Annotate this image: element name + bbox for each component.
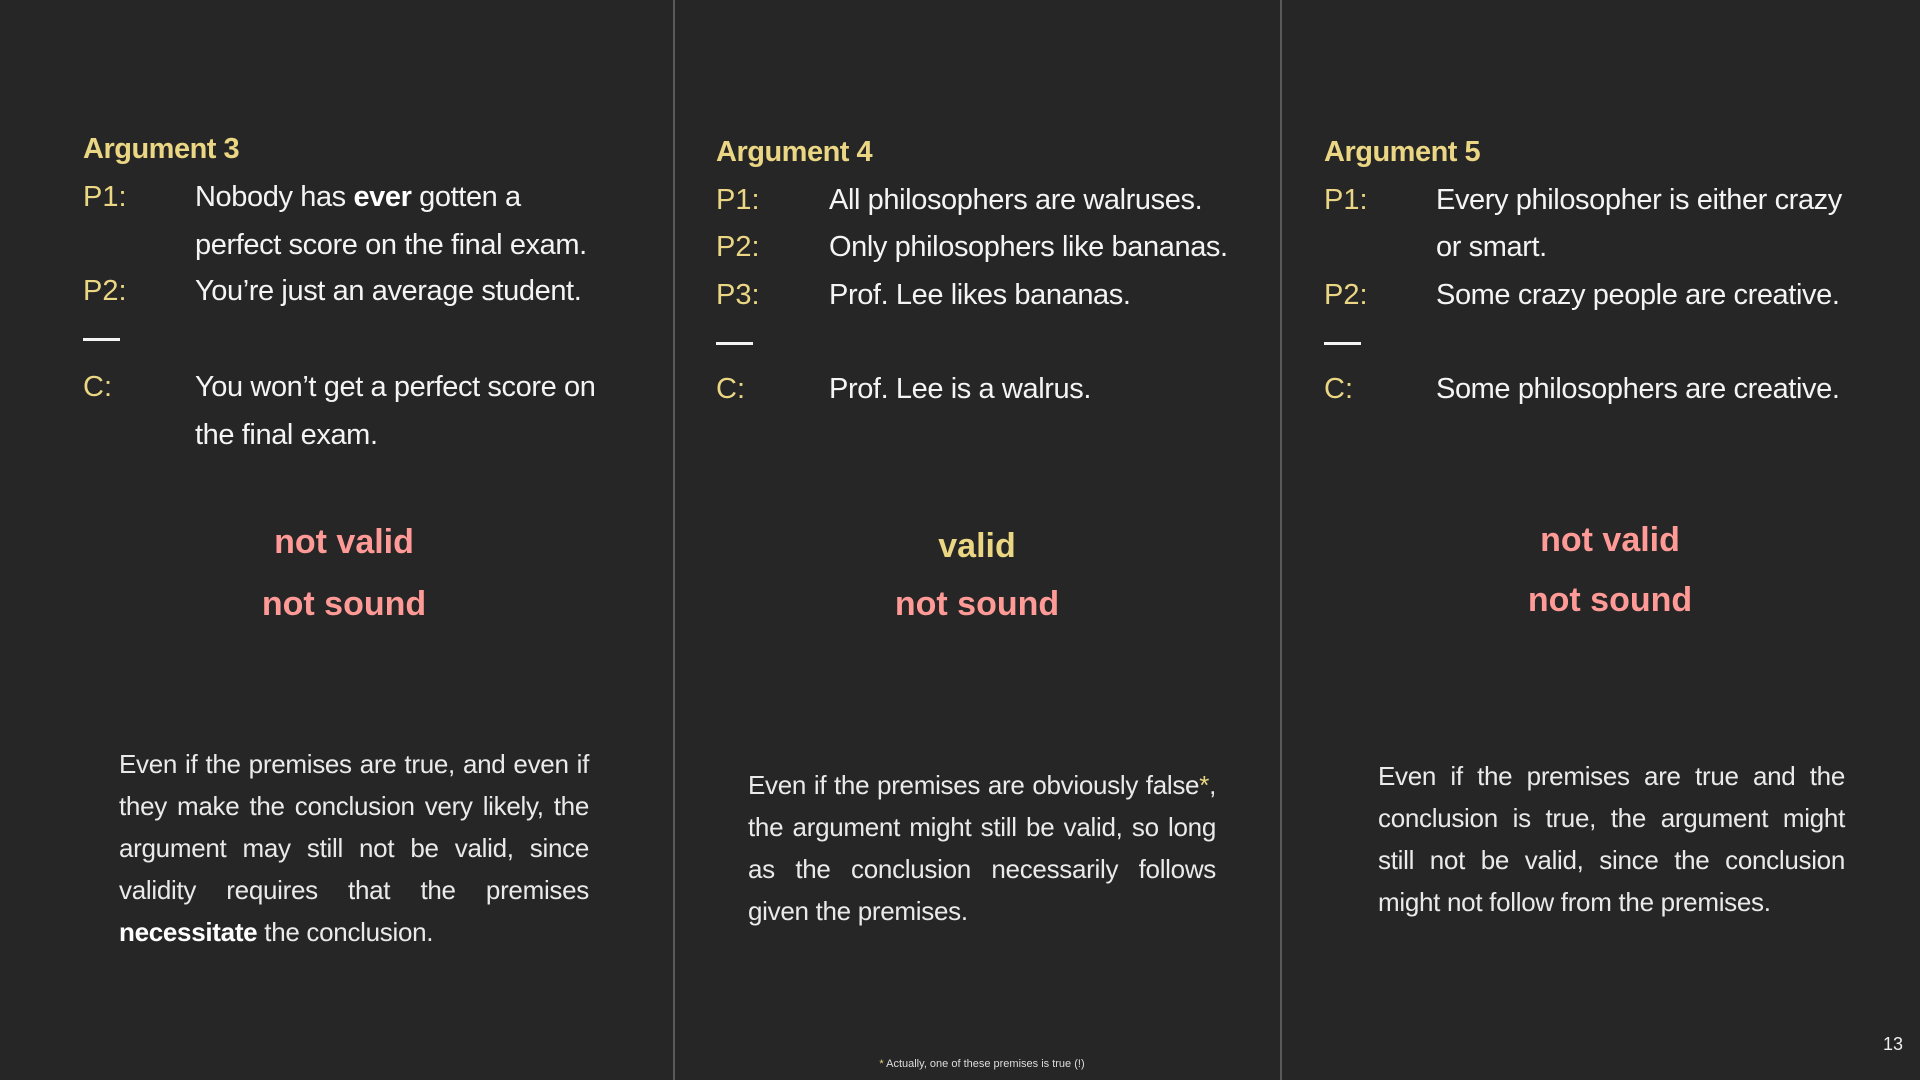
premise-label: P3: (716, 279, 760, 311)
premise-label: P2: (83, 275, 127, 307)
text-segment: Nobody has (195, 181, 354, 213)
argument-title: Argument 3 (83, 133, 240, 165)
argument-3-panel (83, 0, 643, 1080)
text-segment: gotten a (411, 181, 521, 213)
conclusion-label: C: (83, 371, 112, 403)
argument-title: Argument 4 (716, 136, 873, 168)
conclusion-label: C: (1324, 373, 1353, 405)
emphasis-text: necessitate (119, 917, 258, 947)
argument-4-panel (716, 0, 1276, 1080)
validity-verdict: not valid (1540, 521, 1680, 559)
premise-label: P1: (716, 184, 760, 216)
conclusion-separator (1324, 342, 1361, 345)
premise-p2 (1324, 271, 1904, 319)
premise-text: Only philosophers like bananas. (829, 231, 1228, 263)
premise-text (195, 173, 521, 221)
premise-p2 (83, 267, 643, 315)
emphasis-text: ever (353, 181, 412, 213)
conclusion-separator (83, 338, 120, 341)
premise-text: All philosophers are walruses. (829, 184, 1203, 216)
text-segment: Even if the premises are obviously false (748, 770, 1200, 800)
footnote-marker: * (1199, 770, 1210, 800)
footnote (879, 1058, 1084, 1070)
conclusion-text: Prof. Lee is a walrus. (829, 373, 1091, 405)
premise-text: You’re just an average student. (195, 275, 582, 307)
conclusion-text: Some philosophers are creative. (1436, 373, 1840, 405)
explanation-text (119, 743, 589, 953)
argument-title: Argument 5 (1324, 136, 1481, 168)
premise-text: or smart. (1436, 231, 1547, 263)
conclusion (1324, 365, 1904, 413)
premise-text: Every philosopher is either crazy (1436, 184, 1842, 216)
premise-label: P1: (83, 181, 127, 213)
text-segment: Even if the premises are true, and even if they make the conclusion very likely, the argument may still not be valid, since validity requires that the premises (119, 749, 589, 905)
validity-verdict: not valid (274, 523, 414, 561)
premise-text: Prof. Lee likes bananas. (829, 279, 1131, 311)
conclusion (716, 365, 1276, 413)
premise-p1 (1324, 176, 1904, 224)
premise-label: P2: (716, 231, 760, 263)
premise-p1-continued (1324, 223, 1904, 271)
conclusion-label: C: (716, 373, 745, 405)
text-segment: , the argument might still be valid, so long as the conclusion necessarily follows given the premises. (748, 770, 1216, 926)
premise-text: Some crazy people are creative. (1436, 279, 1840, 311)
validity-verdict: valid (938, 527, 1016, 565)
conclusion (83, 363, 643, 411)
explanation-text: Even if the premises are true and the conclusion is true, the argument might still not be valid, since the conclusion might not follow from the premises. (1378, 761, 1845, 917)
conclusion-text: the final exam. (195, 419, 378, 451)
explanation-text (748, 764, 1216, 932)
footnote-marker: * (879, 1058, 884, 1070)
argument-5-panel (1324, 0, 1904, 1080)
premise-text: perfect score on the final exam. (195, 229, 587, 261)
conclusion-continued (83, 411, 643, 459)
soundness-verdict: not sound (894, 585, 1060, 623)
premise-p3 (716, 271, 1276, 319)
column-divider (1280, 0, 1282, 1080)
premise-p1 (716, 176, 1276, 224)
soundness-verdict: not sound (261, 585, 427, 623)
text-segment: the conclusion. (257, 917, 434, 947)
column-divider (673, 0, 675, 1080)
premise-p1-continued (83, 221, 643, 269)
conclusion-text: You won’t get a perfect score on (195, 371, 596, 403)
premise-p1 (83, 173, 643, 221)
conclusion-separator (716, 342, 753, 345)
footnote-text: Actually, one of these premises is true (!) (883, 1058, 1085, 1070)
premise-label: P1: (1324, 184, 1368, 216)
soundness-verdict: not sound (1527, 581, 1693, 619)
premise-p2 (716, 223, 1276, 271)
premise-label: P2: (1324, 279, 1368, 311)
page-number: 13 (1883, 1034, 1904, 1054)
